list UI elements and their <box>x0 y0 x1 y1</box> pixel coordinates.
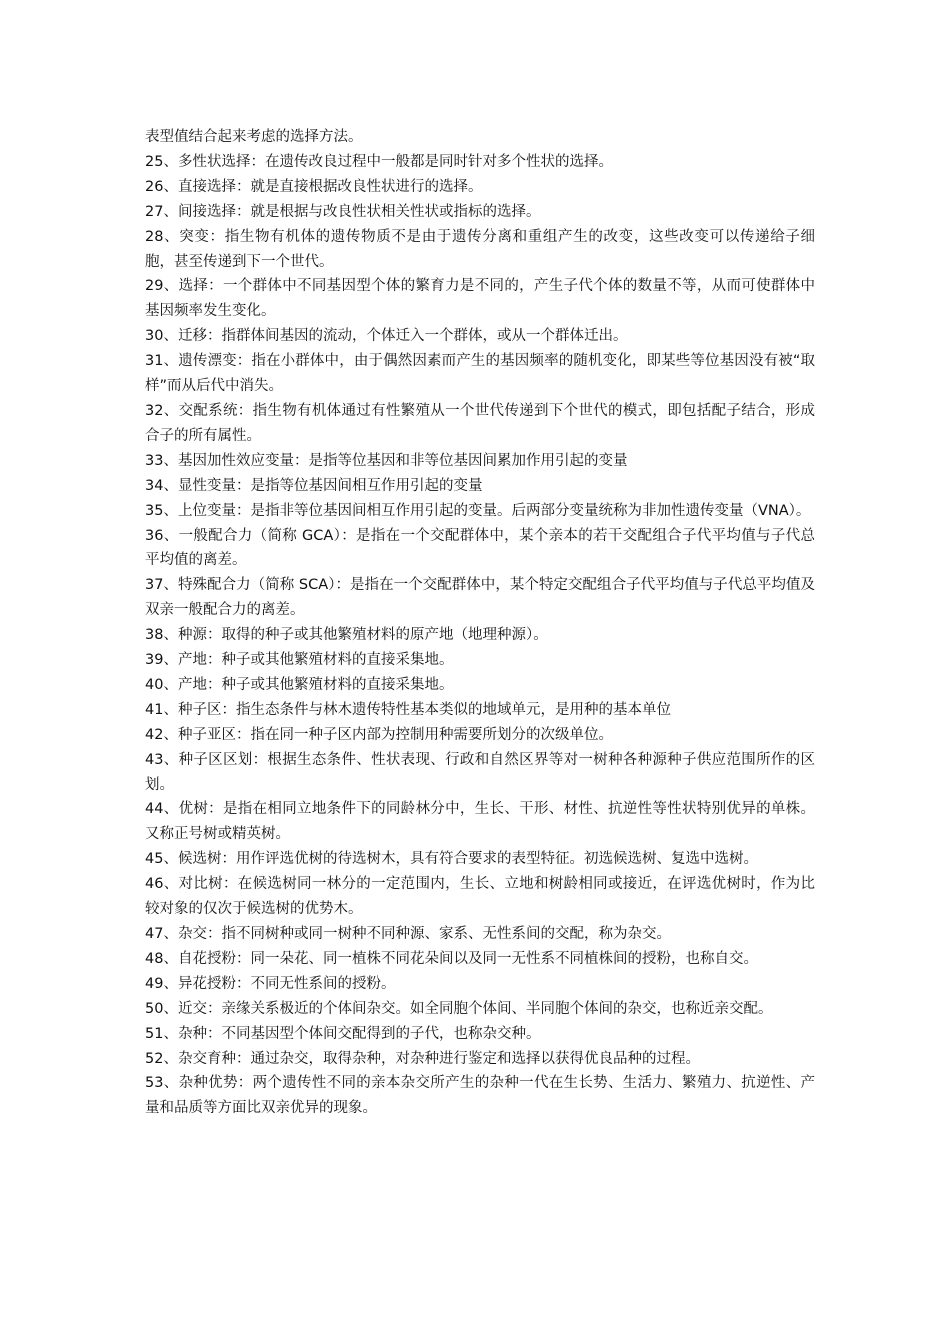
definition-51: 51、杂种：不同基因型个体间交配得到的子代，也称杂交种。 <box>145 1025 541 1042</box>
definition-49: 49、异花授粉：不同无性系间的授粉。 <box>145 975 396 992</box>
definition-35: 35、上位变量：是指非等位基因间相互作用引起的变量。后两部分变量统称为非加性遗传变量（VNA）。 <box>145 502 811 519</box>
definition-25: 25、多性状选择：在遗传改良过程中一般都是同时针对多个性状的选择。 <box>145 153 613 170</box>
definition-45: 45、候选树：用作评选优树的待选树木，具有符合要求的表型特征。初选候选树、复选中选树。 <box>145 851 758 868</box>
definition-47: 47、杂交：指不同树种或同一树种不同种源、家系、无性系间的交配，称为杂交。 <box>145 926 671 942</box>
definition-36: 36、一般配合力（简称 GCA）：是指在一个交配群体中，某个亲本的若干交配组合子代平均值与子代总平均值的离差。 <box>145 527 815 569</box>
definition-50: 50、近交：亲缘关系极近的个体间杂交。如全同胞个体间、半同胞个体间的杂交，也称近亲交配。 <box>145 1000 773 1017</box>
definition-52: 52、杂交育种：通过杂交，取得杂种，对杂种进行鉴定和选择以获得优良品种的过程。 <box>145 1050 700 1067</box>
definition-48: 48、自花授粉：同一朵花、同一植株不同花朵间以及同一无性系不同植株间的授粉，也称自交。 <box>145 950 758 967</box>
definition-34: 34、显性变量：是指等位基因间相互作用引起的变量 <box>145 477 483 494</box>
definition-30: 30、迁移：指群体间基因的流动，个体迁入一个群体，或从一个群体迁出。 <box>145 328 628 345</box>
paragraph-continuation: 表型值结合起来考虑的选择方法。 <box>145 129 363 145</box>
definition-39: 39、产地：种子或其他繁殖材料的直接采集地。 <box>145 652 454 669</box>
definition-40: 40、产地：种子或其他繁殖材料的直接采集地。 <box>145 676 454 693</box>
definition-26: 26、直接选择：就是直接根据改良性状进行的选择。 <box>145 178 483 195</box>
definition-38: 38、种源：取得的种子或其他繁殖材料的原产地（地理种源）。 <box>145 627 548 644</box>
definition-37: 37、特殊配合力（简称 SCA）：是指在一个交配群体中，某个特定交配组合子代平均值与子代总平均值及双亲一般配合力的离差。 <box>145 577 815 619</box>
document-body <box>145 125 815 1121</box>
definition-32: 32、交配系统：指生物有机体通过有性繁殖从一个世代传递到下个世代的模式，即包括配子结合，形成合子的所有属性。 <box>145 402 815 444</box>
definition-41: 41、种子区：指生态条件与林木遗传特性基本类似的地域单元，是用种的基本单位 <box>145 701 671 718</box>
definition-44: 44、优树：是指在相同立地条件下的同龄林分中，生长、干形、材性、抗逆性等性状特别优异的单株。又称正号树或精英树。 <box>145 801 815 843</box>
definition-42: 42、种子亚区：指在同一种子区内部为控制用种需要所划分的次级单位。 <box>145 726 613 743</box>
definition-53: 53、杂种优势：两个遗传性不同的亲本杂交所产生的杂种一代在生长势、生活力、繁殖力、抗逆性、产量和品质等方面比双亲优异的现象。 <box>145 1075 815 1117</box>
definition-46: 46、对比树：在候选树同一林分的一定范围内，生长、立地和树龄相同或接近，在评选优树时，作为比较对象的仅次于候选树的优势木。 <box>145 876 815 918</box>
definition-28: 28、突变：指生物有机体的遗传物质不是由于遗传分离和重组产生的改变，这些改变可以传递给子细胞，甚至传递到下一个世代。 <box>145 228 815 270</box>
definition-29: 29、选择：一个群体中不同基因型个体的繁育力是不同的，产生子代个体的数量不等，从而可使群体中基因频率发生变化。 <box>145 278 815 320</box>
definition-43: 43、种子区区划：根据生态条件、性状表现、行政和自然区界等对一树种各种源种子供应范围所作的区划。 <box>145 751 815 793</box>
definition-31: 31、遗传漂变：指在小群体中，由于偶然因素而产生的基因频率的随机变化，即某些等位基因没有被“取样”而从后代中消失。 <box>145 353 815 395</box>
definition-33: 33、基因加性效应变量：是指等位基因和非等位基因间累加作用引起的变量 <box>145 452 628 469</box>
definition-27: 27、间接选择：就是根据与改良性状相关性状或指标的选择。 <box>145 203 541 220</box>
